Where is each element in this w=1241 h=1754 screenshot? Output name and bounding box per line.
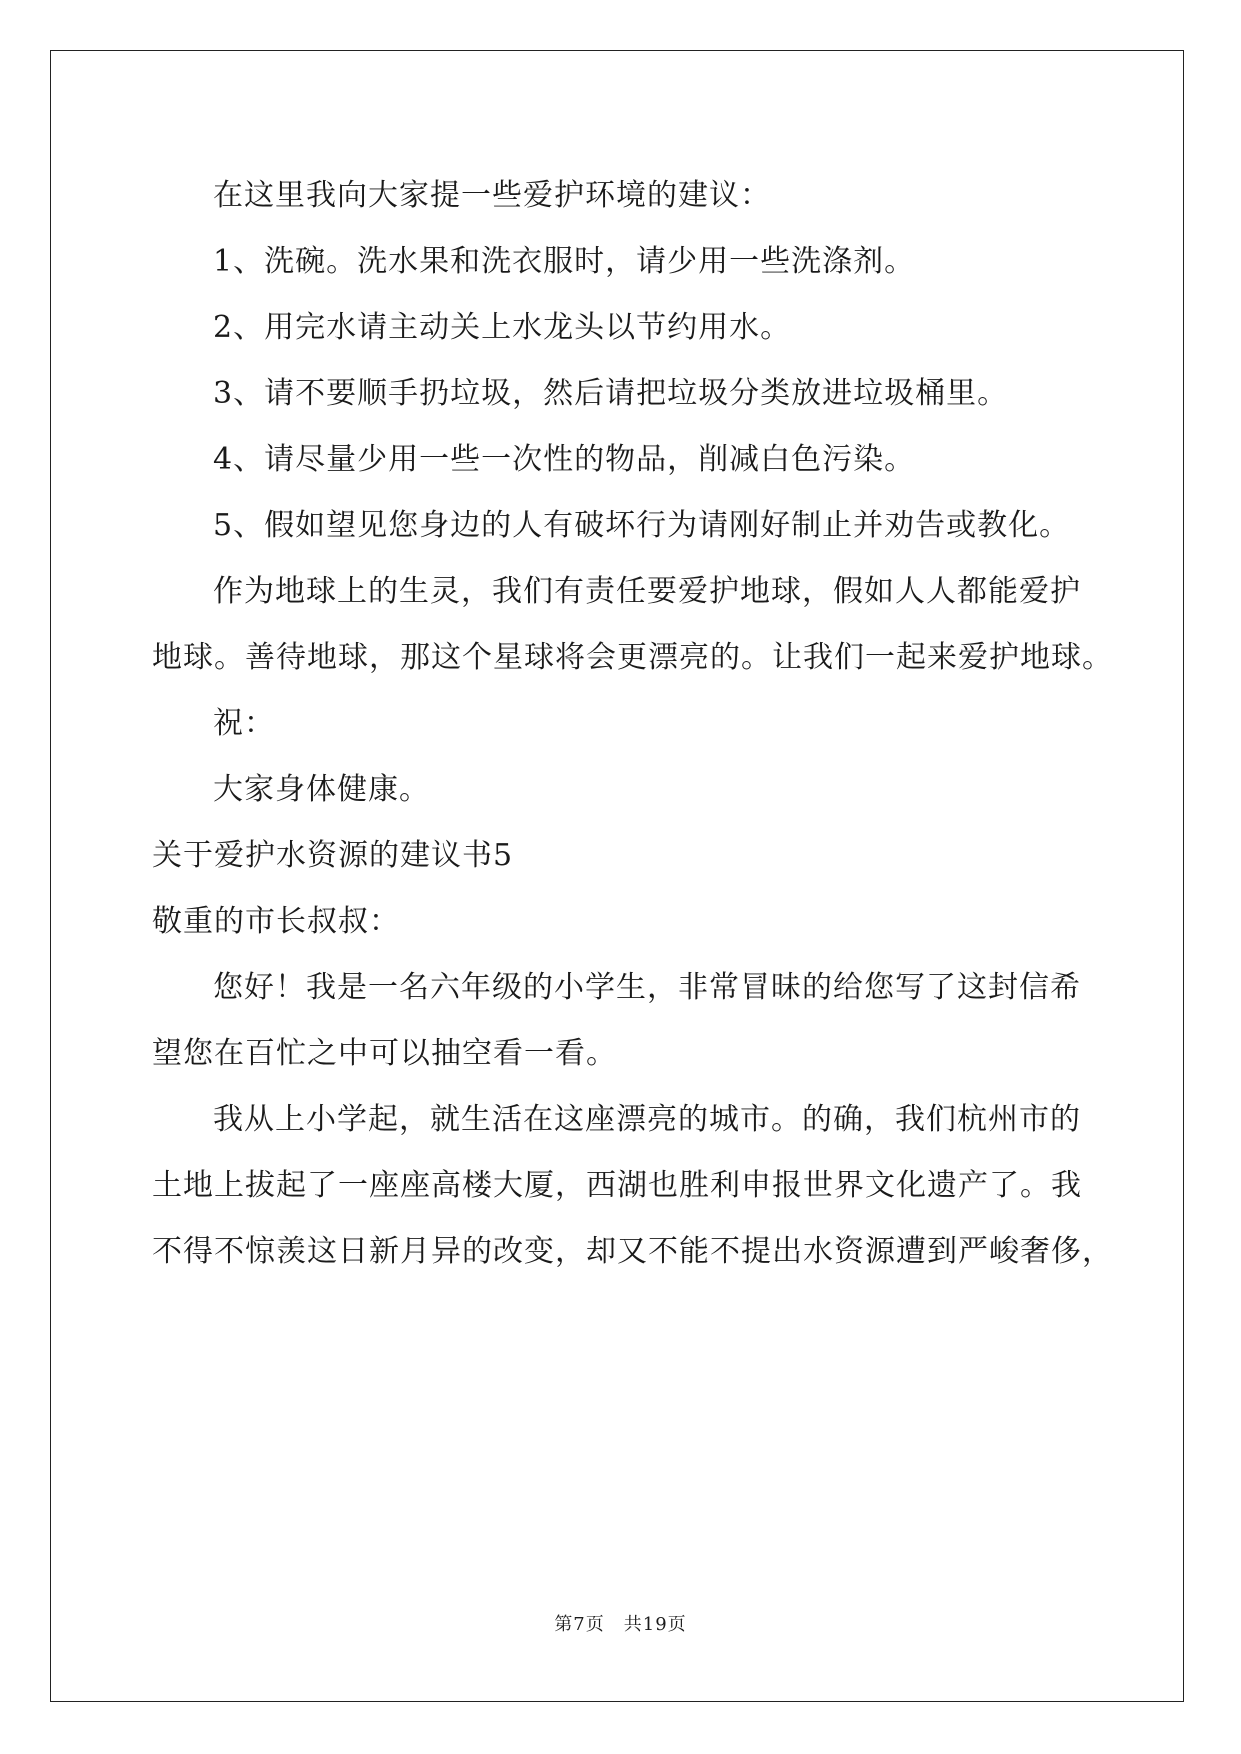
suggestion-2: 2、用完水请主动关上水龙头以节约用水。 <box>213 310 792 345</box>
section-title: 关于爱护水资源的建议书5 <box>152 838 514 873</box>
letter-paragraph-2-line-3: 不得不惊羡这日新月异的改变，却又不能不提出水资源遭到严峻奢侈， <box>152 1234 1113 1269</box>
suggestion-1: 1、洗碗。洗水果和洗衣服时，请少用一些洗涤剂。 <box>213 244 916 279</box>
paragraph-closing-line-1: 作为地球上的生灵，我们有责任要爱护地球，假如人人都能爱护 <box>213 574 1081 609</box>
suggestion-5: 5、假如望见您身边的人有破坏行为请刚好制止并劝告或教化。 <box>213 508 1071 543</box>
greeting-health: 大家身体健康。 <box>213 772 430 807</box>
letter-salutation: 敬重的市长叔叔： <box>152 904 400 939</box>
page-number-footer: 第7页 共19页 <box>554 1614 687 1635</box>
page-border <box>50 50 1184 1702</box>
suggestion-4: 4、请尽量少用一些一次性的物品，削减白色污染。 <box>213 442 916 477</box>
greeting-wish: 祝： <box>213 706 275 741</box>
letter-paragraph-1-line-1: 您好！我是一名六年级的小学生，非常冒昧的给您写了这封信希 <box>213 970 1081 1005</box>
paragraph-intro: 在这里我向大家提一些爱护环境的建议： <box>213 178 771 213</box>
suggestion-3: 3、请不要顺手扔垃圾，然后请把垃圾分类放进垃圾桶里。 <box>213 376 1009 411</box>
letter-paragraph-1-line-2: 望您在百忙之中可以抽空看一看。 <box>152 1036 617 1071</box>
paragraph-closing-line-2: 地球。善待地球，那这个星球将会更漂亮的。让我们一起来爱护地球。 <box>152 640 1113 675</box>
letter-paragraph-2-line-2: 土地上拔起了一座座高楼大厦，西湖也胜利申报世界文化遗产了。我 <box>152 1168 1082 1203</box>
letter-paragraph-2-line-1: 我从上小学起，就生活在这座漂亮的城市。的确，我们杭州市的 <box>213 1102 1081 1137</box>
